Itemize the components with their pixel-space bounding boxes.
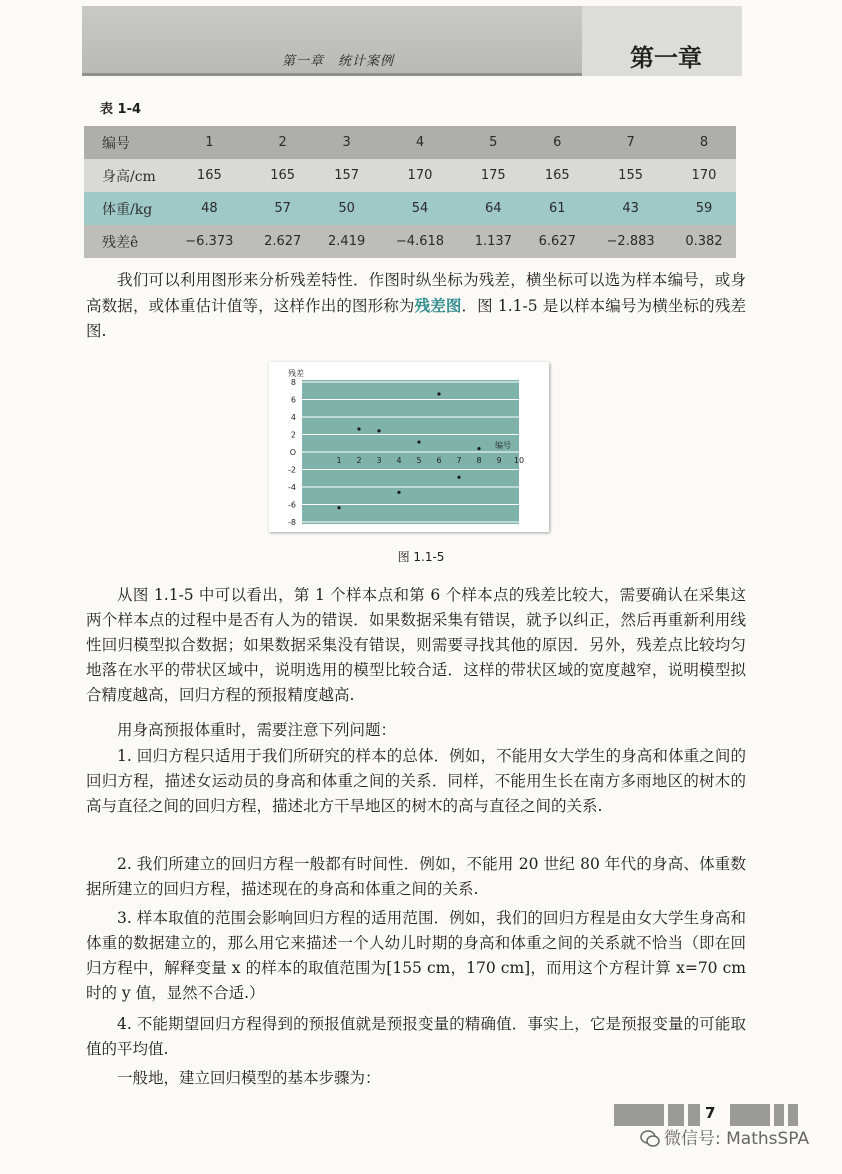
table-cell: 155 [618, 168, 643, 183]
x-axis-label: 编号 [495, 441, 511, 450]
x-tick-label: 3 [376, 456, 382, 465]
y-tick-label: -8 [288, 518, 296, 527]
table-cell: 1 [205, 135, 214, 150]
y-tick-label: 2 [290, 430, 296, 440]
table-cell: 57 [274, 201, 291, 216]
residual-point [457, 476, 460, 479]
row-header: 残差ê [102, 234, 139, 251]
residual-point [357, 427, 360, 430]
y-tick-label: 8 [290, 378, 296, 387]
table-cell: 8 [699, 135, 709, 150]
table-cell: 165 [196, 168, 222, 183]
paragraph-steps-intro: 一般地，建立回归模型的基本步骤为： [117, 1069, 381, 1087]
table-cell: 170 [691, 168, 717, 183]
residual-chart-svg [269, 362, 549, 532]
table-cell: 170 [407, 168, 433, 183]
y-tick-label: -2 [288, 465, 296, 475]
paragraph-note-2: 2. 我们所建立的回归方程一般都有时间性．例如，不能用 20 世纪 80 年代的身高、体重数据所建立的回归方程，描述现在的身高和体重之间的关系. [86, 855, 746, 898]
residual-point [437, 392, 440, 395]
row-header: 身高/cm [102, 168, 156, 185]
table-cell: 43 [622, 201, 639, 216]
table-cell: 6 [553, 135, 562, 150]
table-cell: 64 [485, 201, 502, 216]
table-cell: 2.627 [264, 234, 302, 249]
y-tick-label: 6 [290, 395, 296, 405]
watermark-text: 微信号: MathsSPA [664, 1129, 810, 1149]
table-cell: 1.137 [474, 234, 512, 249]
chapter-header [82, 6, 742, 76]
y-axis-label: 残差 [288, 369, 304, 378]
table-cell: 48 [201, 201, 218, 216]
table-cell: 157 [334, 168, 360, 183]
paragraph-residual-analysis: 从图 1.1-5 中可以看出，第 1 个样本点和第 6 个样本点的残差比较大，需要确认在采集这两个样本点的过程中是否有人为的错误．如果数据采集有错误，就予以纠正，然后再重新利用线性回归模型拟合数据；如果数据采集没有错误，则需要寻找其他的原因．另外，残差点比较均匀地落在水平的带状区域中，说明选用的模型比较合适．这样的带状区域的宽度越窄，说明模型拟合精度越高，回归方程的预报精度越高. [86, 586, 746, 704]
term-residual-plot: 残差图 [414, 296, 462, 315]
residual-chart [269, 362, 549, 532]
x-tick-label: 9 [496, 456, 502, 465]
table-cell: −2.883 [606, 234, 655, 249]
figure-caption: 图 1.1-5 [397, 550, 445, 564]
y-tick-label: O [289, 448, 296, 457]
residual-point [417, 440, 420, 443]
data-table [84, 126, 736, 258]
table-cell: 50 [338, 201, 355, 216]
wechat-icon [640, 1130, 660, 1148]
paragraph-note-1: 1. 回归方程只适用于我们所研究的样本的总体．例如，不能用女大学生的身高和体重之间的回归方程，描述女运动员的身高和体重之间的关系．同样，不能用生长在南方多雨地区的树木的高与直径之间的回归方程，描述北方干旱地区的树木的高与直径之间的关系. [86, 747, 746, 815]
table-cell: 2.419 [328, 234, 366, 249]
table-cell: 59 [695, 201, 713, 216]
table-row [84, 192, 736, 225]
x-tick-label: 10 [513, 456, 525, 465]
table-cell: 165 [544, 168, 570, 183]
residual-point [377, 429, 380, 432]
y-tick-label: 4 [290, 413, 296, 422]
table-cell: 2 [278, 135, 287, 150]
table-cell: 4 [415, 135, 425, 150]
table-cell: 54 [411, 201, 429, 216]
chapter-title: 第一章 统计案例 [282, 54, 395, 69]
residual-point [477, 447, 480, 450]
x-tick-label: 6 [436, 456, 442, 465]
table-cell: 165 [270, 168, 296, 183]
watermark [640, 1124, 809, 1149]
table-cell: 0.382 [685, 234, 723, 249]
x-tick-label: 7 [456, 456, 462, 465]
x-tick-label: 2 [356, 456, 362, 465]
paragraph-notes-intro: 用身高预报体重时，需要注意下列问题： [117, 721, 397, 739]
table-cell: −4.618 [395, 234, 445, 249]
table-row [84, 225, 736, 258]
table-cell: 5 [489, 135, 498, 150]
table-cell: 7 [626, 135, 635, 150]
paragraph-note-3: 3. 样本取值的范围会影响回归方程的适用范围．例如，我们的回归方程是由女大学生身高和体重的数据建立的，那么用它来描述一个人幼儿时期的身高和体重之间的关系就不恰当（即在回归方程中，解释变量 x 的样本的取值范围为[155 cm，170 cm]，而用这个方程计算 x=70 cm 时的 y 值，显然不合适.） [86, 909, 746, 1002]
table-row [84, 126, 736, 159]
page-number: 7 [705, 1104, 716, 1122]
table-cell: 6.627 [538, 234, 576, 249]
x-tick-label: 8 [476, 456, 482, 465]
residual-point [337, 506, 340, 509]
paragraph-note-4: 4. 不能期望回归方程得到的预报值就是预报变量的精确值．事实上，它是预报变量的可能取值的平均值. [86, 1015, 746, 1058]
x-tick-label: 5 [416, 456, 422, 465]
table-cell: −6.373 [185, 234, 234, 249]
paragraph-residual-intro [86, 268, 746, 344]
y-tick-label: -6 [288, 500, 296, 510]
table-row [84, 159, 736, 192]
chapter-tab-label: 第一章 [630, 44, 702, 72]
residual-point [397, 491, 400, 494]
table-cell: 175 [480, 168, 506, 183]
y-tick-label: -4 [288, 483, 296, 492]
table-cell: 61 [548, 201, 566, 216]
x-tick-label: 4 [396, 456, 402, 465]
row-header: 编号 [102, 135, 130, 152]
row-header: 体重/kg [102, 201, 153, 218]
table-label: 表 1-4 [100, 102, 142, 117]
para1-text-a: 我们可以利用图形来分析残差特性．作图时纵坐标为残差，横坐标可以选为样本编号，或身高数据，或体重估计值等，这样作出的图形称为 [86, 271, 746, 315]
table-cell: 3 [342, 135, 351, 150]
x-tick-label: 1 [336, 456, 342, 465]
para1-text-b: ．图 1.1-5 是以样本编号为横坐标的残差图. [86, 297, 746, 340]
